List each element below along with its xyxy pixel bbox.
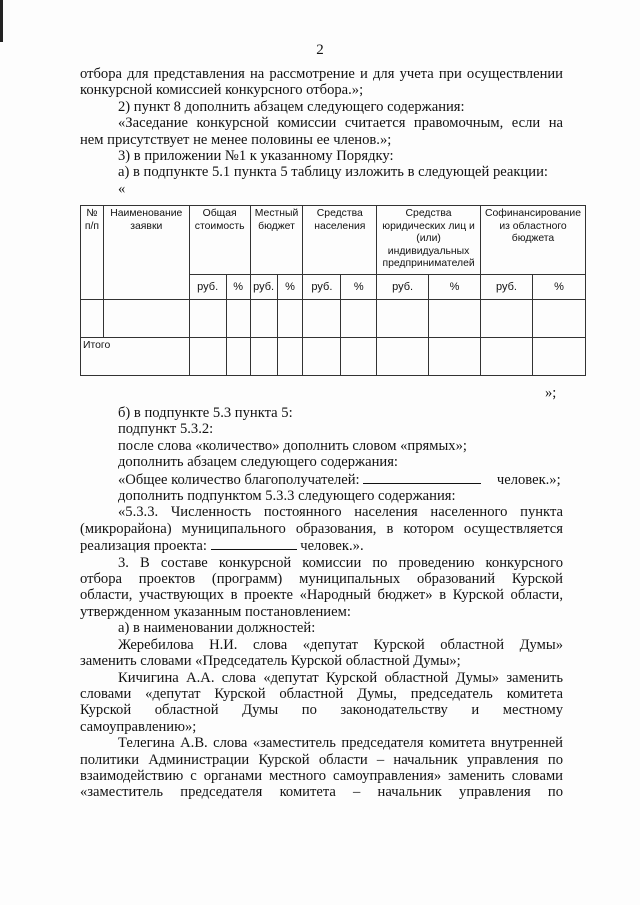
text-line-with-blank — [80, 537, 563, 554]
text-line: б) в подпункте 5.3 пункта 5: — [118, 405, 293, 421]
text-line: дополнить подпунктом 5.3.3 следующего содержания: — [118, 488, 456, 505]
fill-blank — [211, 537, 297, 550]
unit-pct: % — [226, 275, 250, 300]
text-line: «Заседание конкурсной комиссии считается правомочным, если на — [118, 115, 563, 132]
unit-rub: руб. — [303, 275, 341, 300]
text-line: заменить словами «Председатель Курской областной Думы»; — [80, 653, 461, 670]
table-total-row — [81, 338, 586, 376]
text-fragment: реализация проекта: — [80, 538, 207, 555]
text-line: Кичигина А.А. слова «депутат Курской областной Думы» заменить — [118, 669, 563, 686]
text-fragment: человек.». — [300, 538, 364, 555]
header-population: Средства населения — [303, 206, 377, 275]
text-line: «5.3.3. Численность постоянного населения населенного пункта — [118, 504, 563, 521]
text-line: утвержденном указанным постановлением: — [80, 603, 351, 620]
financing-table — [80, 205, 586, 376]
unit-rub: руб. — [250, 275, 277, 300]
text-line: области, участвующих в проекте «Народный бюджет» в Курской области, — [80, 587, 563, 604]
total-row-label: Итого — [81, 338, 190, 376]
table-header-row — [81, 206, 586, 275]
table-row — [81, 300, 586, 338]
middle-text-block — [80, 405, 563, 801]
text-line: взаимодействию с органами местного самоуправления» заменить словами — [80, 767, 563, 784]
text-line: 3) в приложении №1 к указанному Порядку: — [118, 148, 394, 165]
header-num: № п/п — [81, 206, 104, 300]
text-line: а) в наименовании должностей: — [118, 620, 316, 637]
text-line: Телегина А.В. слова «заместитель председателя комитета внутренней — [118, 735, 563, 752]
open-quote: « — [118, 180, 126, 197]
text-fragment: «Общее количество благополучателей: — [118, 471, 360, 488]
page-number: 2 — [316, 42, 324, 58]
text-line: дополнить абзацем следующего содержания: — [118, 454, 398, 471]
header-regional: Софинансирование из областного бюджета — [481, 206, 586, 275]
text-line: после слова «количество» дополнить словом «прямых»; — [118, 437, 467, 454]
text-line: Курской областной Думы по законодательству и местному — [80, 702, 563, 719]
text-line: нем присутствует не менее половины ее членов.»; — [80, 131, 392, 148]
header-local: Местный бюджет — [250, 206, 303, 275]
unit-pct: % — [277, 275, 303, 300]
unit-pct: % — [429, 275, 481, 300]
text-line: словами «депутат Курской областной Думы, председатель комитета — [80, 685, 563, 702]
page-edge-mark — [0, 0, 3, 42]
text-line: (микрорайона) муниципального образования, в котором осуществляется — [80, 520, 563, 537]
text-line: а) в подпункте 5.1 пункта 5 таблицу изложить в следующей реакции: — [118, 164, 548, 181]
close-quote: »; — [545, 385, 557, 401]
text-line: Жеребилова Н.И. слова «депутат Курской областной Думы» — [118, 636, 563, 653]
header-total: Общая стоимость — [189, 206, 250, 275]
text-line: 2) пункт 8 дополнить абзацем следующего содержания: — [118, 98, 465, 115]
text-line-with-blank — [80, 471, 563, 488]
text-line: отбора проектов (программ) муниципальных образований Курской — [80, 571, 563, 588]
unit-rub: руб. — [377, 275, 429, 300]
top-text-block — [80, 66, 563, 197]
text-line: отбора для представления на рассмотрение и для учета при осуществлении — [80, 66, 563, 82]
text-line: подпункт 5.3.2: — [118, 421, 214, 438]
unit-pct: % — [532, 275, 585, 300]
unit-rub: руб. — [189, 275, 226, 300]
unit-pct: % — [341, 275, 377, 300]
text-line: политики Администрации Курской области – начальник управления по — [80, 751, 563, 768]
text-fragment: человек.»; — [496, 471, 561, 488]
text-line: конкурсной комиссией конкурсного отбора.»; — [80, 82, 364, 99]
unit-rub: руб. — [481, 275, 533, 300]
header-legal: Средства юридических лиц и (или) индивидуальных предпринимателей — [377, 206, 481, 275]
fill-blank — [363, 471, 481, 484]
text-line: самоуправлению»; — [80, 718, 197, 735]
header-name: Наименование заявки — [103, 206, 189, 300]
text-line: 3. В составе конкурсной комиссии по проведению конкурсного — [118, 554, 563, 571]
text-line: «заместитель председателя комитета – начальник управления по — [80, 784, 563, 801]
